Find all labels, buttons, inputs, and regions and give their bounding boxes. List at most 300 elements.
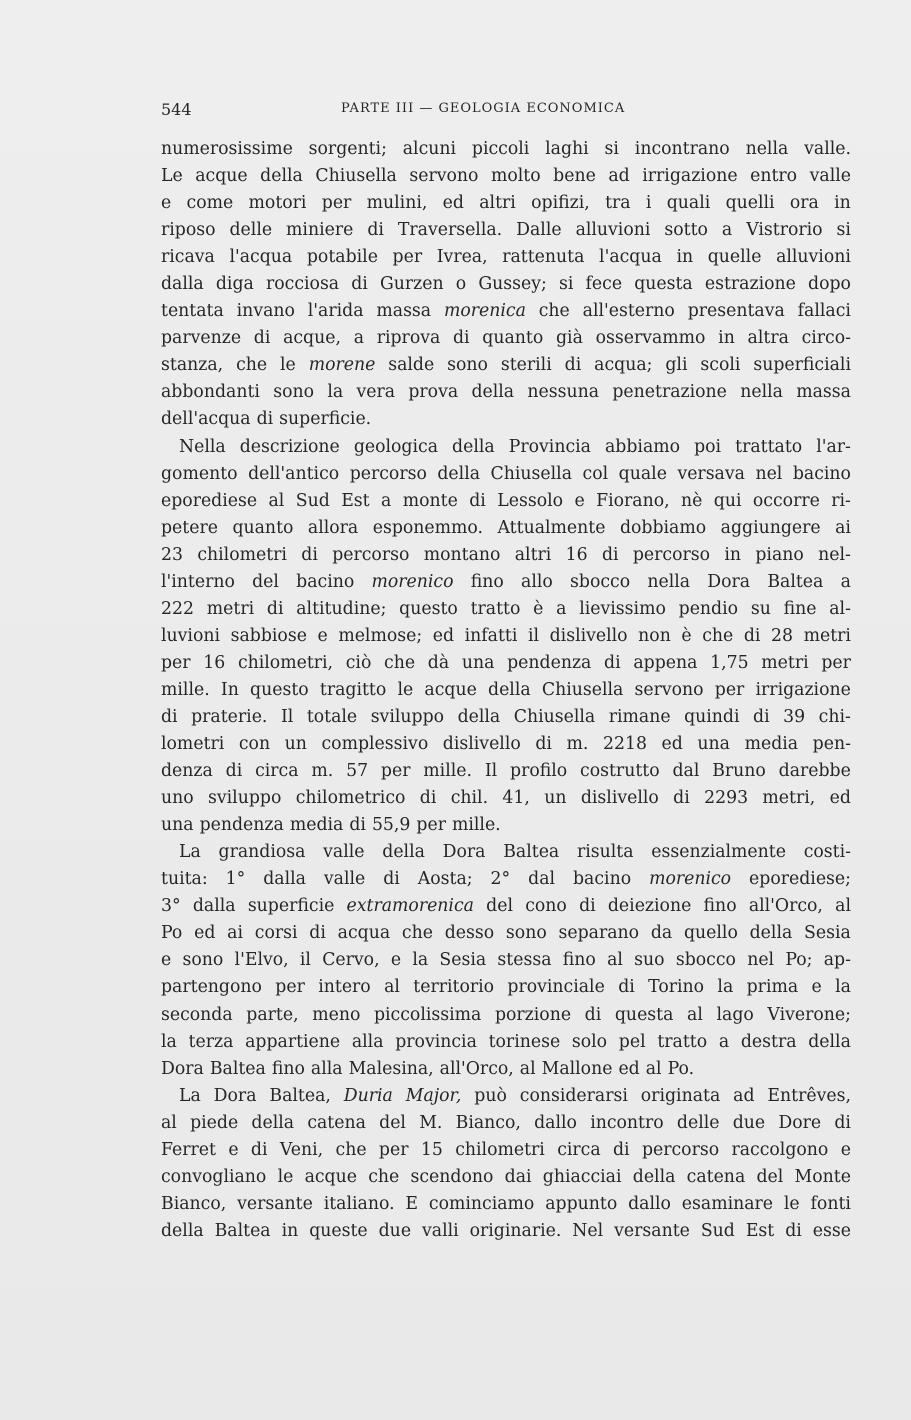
word: Bianco,: [161, 1193, 227, 1214]
word: 57: [346, 761, 369, 782]
word: Gurzen: [379, 274, 444, 295]
word: osservammo: [595, 328, 706, 349]
text-line: [161, 1218, 851, 1245]
word: irrigazione: [755, 679, 851, 700]
word: prima: [746, 977, 799, 998]
word: fece: [585, 274, 623, 295]
word: al: [607, 950, 623, 971]
word: che: [702, 625, 734, 646]
word: di: [301, 544, 318, 565]
word: 1,75: [710, 652, 749, 673]
text-line: [161, 596, 851, 623]
word: Duria: [343, 1085, 393, 1106]
text-line: [161, 1083, 851, 1110]
word: Sud: [700, 1220, 735, 1241]
word: sabbiose: [230, 625, 307, 646]
word: al: [835, 896, 851, 917]
word: in: [724, 544, 742, 565]
word: a: [556, 598, 567, 619]
text-line: [161, 217, 851, 244]
word: fallaci: [797, 301, 851, 322]
word: l'acqua: [229, 247, 293, 268]
word: terza: [188, 1031, 234, 1052]
word: invano: [236, 301, 295, 322]
page-header: [161, 100, 851, 122]
word: 23: [161, 544, 183, 565]
word: della: [632, 1166, 676, 1187]
paragraph: [161, 434, 851, 840]
word: qui: [713, 490, 742, 511]
word: raccolgono: [731, 1139, 829, 1160]
word: in: [718, 328, 735, 349]
text-line: [161, 190, 851, 217]
word: e: [228, 1139, 239, 1160]
word: si: [836, 220, 851, 241]
word: nella: [745, 139, 789, 159]
text-line: [161, 434, 851, 461]
word: Dora: [442, 842, 486, 863]
word: piccoli: [471, 139, 530, 159]
text-line: [161, 1191, 851, 1218]
word: sono: [273, 382, 315, 403]
word: ed: [194, 923, 216, 944]
word: nella: [647, 571, 691, 592]
word: dal: [528, 869, 556, 890]
word: Bruno: [712, 761, 766, 782]
word: di: [743, 625, 761, 646]
word: acqua;: [594, 355, 653, 376]
word: Aosta;: [417, 869, 473, 890]
word: una: [161, 815, 194, 836]
word: la: [161, 1031, 177, 1052]
word: per: [161, 652, 191, 673]
word: all'Orco,: [748, 896, 823, 917]
word: che: [368, 1166, 400, 1187]
word: come: [186, 193, 234, 214]
word: questo: [399, 598, 458, 619]
word: Malesina,: [348, 1058, 434, 1079]
word: e: [161, 950, 172, 971]
word: 2293: [704, 788, 749, 809]
word: Chiusella: [541, 679, 624, 700]
word: per: [821, 652, 851, 673]
word: dal: [672, 761, 700, 782]
word: al: [519, 1058, 536, 1079]
word: ed: [829, 788, 851, 809]
word: risulta: [576, 842, 634, 863]
word: Traversella.: [397, 220, 503, 241]
text-line: [161, 974, 851, 1001]
word: al: [645, 1058, 662, 1079]
word: suo: [634, 950, 665, 971]
word: della: [808, 1031, 851, 1052]
page-number: 544: [161, 100, 192, 119]
text-line: [161, 947, 851, 974]
word: dallo: [534, 1112, 577, 1133]
word: della: [452, 436, 495, 457]
word: rimane: [608, 706, 671, 727]
text-line: [161, 677, 851, 704]
word: dalla: [263, 869, 306, 890]
word: a: [381, 490, 392, 511]
word: fino: [470, 571, 504, 592]
word: Dalle: [516, 220, 562, 241]
word: percorso: [641, 1139, 720, 1160]
text-line: [161, 1056, 851, 1083]
word: versante: [614, 1220, 690, 1241]
word: per: [416, 815, 446, 836]
word: tragitto: [319, 679, 387, 700]
word: sterili: [500, 355, 552, 376]
word: 2218: [602, 734, 647, 755]
word: a: [353, 328, 364, 349]
word: Baltea: [209, 1058, 266, 1079]
word: a: [840, 571, 851, 592]
word: del: [486, 896, 513, 917]
word: La: [179, 842, 201, 863]
text-line: [161, 542, 851, 569]
word: questa: [614, 1004, 674, 1025]
word: un: [284, 734, 307, 755]
word: praterie.: [191, 706, 268, 727]
text-line: [161, 1137, 851, 1164]
word: Viverone;: [767, 1004, 851, 1025]
word: originata: [640, 1085, 721, 1106]
word: ad: [733, 1085, 755, 1106]
text-line: [161, 515, 851, 542]
word: ora: [789, 193, 819, 214]
word: in: [676, 247, 694, 268]
word: chi-: [818, 706, 851, 727]
word: lievissimo: [579, 598, 666, 619]
word: 222: [161, 598, 194, 619]
word: morenico: [649, 869, 732, 890]
word: nel-: [818, 544, 851, 565]
word: sorgenti;: [308, 139, 387, 159]
word: irrigazione: [642, 166, 738, 187]
word: incontrano: [634, 139, 730, 159]
word: gli: [665, 355, 688, 376]
word: montano: [423, 544, 501, 565]
word: 1°: [225, 869, 246, 890]
word: petere: [161, 517, 218, 538]
word: di: [453, 328, 470, 349]
text-line: [161, 379, 851, 406]
word: a: [718, 1031, 730, 1052]
word: torinese: [488, 1031, 561, 1052]
word: scendono: [410, 1166, 494, 1187]
word: eporediese;: [749, 869, 851, 890]
word: Gussey;: [478, 274, 547, 295]
text-line: [161, 650, 851, 677]
word: dalla: [192, 896, 236, 917]
word: al: [687, 1004, 703, 1025]
word: fino: [562, 950, 596, 971]
word: della: [251, 1112, 295, 1133]
paragraph: [161, 839, 851, 1082]
word: allo: [521, 571, 553, 592]
word: cono: [525, 896, 567, 917]
word: abbondanti: [161, 382, 260, 403]
word: massa: [376, 301, 432, 322]
word: mille.: [423, 761, 472, 782]
word: all'esterno: [582, 301, 675, 322]
paragraph: [161, 1083, 851, 1245]
word: Il: [484, 761, 498, 782]
word: Nella: [179, 436, 226, 457]
word: pendio: [678, 598, 739, 619]
word: col: [582, 463, 609, 484]
word: media: [744, 734, 799, 755]
word: nessuna: [527, 382, 600, 403]
word: della: [457, 706, 501, 727]
word: ri-: [831, 490, 851, 511]
word: quali: [666, 193, 711, 214]
word: catena: [686, 1166, 746, 1187]
word: massa: [796, 382, 851, 403]
word: due: [732, 1112, 766, 1133]
word: e: [317, 625, 328, 646]
word: pendenza: [507, 652, 592, 673]
running-head: PARTE III — GEOLOGIA ECONOMICA: [341, 101, 626, 116]
word: aggiungere: [720, 517, 821, 538]
word: uno: [161, 788, 194, 809]
word: M.: [419, 1112, 443, 1133]
word: alcuni: [402, 139, 457, 159]
word: fonti: [810, 1193, 851, 1214]
word: scoli: [700, 355, 741, 376]
word: di: [250, 1139, 268, 1160]
word: vera: [356, 382, 396, 403]
word: di: [613, 1139, 630, 1160]
word: si: [604, 139, 619, 159]
word: è: [681, 625, 692, 646]
word: Vistrorio: [746, 220, 823, 241]
word: essenzialmente: [651, 842, 786, 863]
word: Po;: [785, 950, 813, 971]
word: che: [538, 301, 570, 322]
word: morenica: [443, 301, 526, 322]
word: ap-: [823, 950, 851, 971]
word: media: [289, 815, 344, 836]
word: piano: [755, 544, 804, 565]
word: poi: [694, 436, 722, 457]
word: l'Elvo,: [234, 950, 289, 971]
word: provincia: [395, 1031, 477, 1052]
word: dislivello: [580, 788, 659, 809]
word: ed: [661, 734, 683, 755]
text-line: [161, 406, 851, 433]
word: l'ar-: [816, 436, 851, 457]
word: chilometrico: [295, 788, 406, 809]
word: il: [299, 950, 311, 971]
word: sotto: [664, 220, 708, 241]
word: rattenuta: [502, 247, 585, 268]
word: quanto: [232, 517, 294, 538]
word: una: [697, 734, 730, 755]
word: La: [179, 1085, 201, 1106]
word: quanto: [482, 328, 544, 349]
word: monte: [402, 490, 458, 511]
word: parte,: [246, 1004, 299, 1025]
word: nè: [681, 490, 703, 511]
word: al-: [829, 598, 851, 619]
word: profilo: [510, 761, 568, 782]
word: Po: [161, 923, 183, 944]
word: pel: [618, 1031, 646, 1052]
word: m.: [311, 761, 334, 782]
word: Il: [280, 706, 294, 727]
word: Lessolo: [497, 490, 564, 511]
word: darebbe: [778, 761, 851, 782]
word: di: [161, 706, 178, 727]
word: corsi: [254, 923, 298, 944]
word: Fiorano,: [596, 490, 670, 511]
word: acque: [304, 1166, 357, 1187]
word: altitudine;: [296, 598, 387, 619]
word: desso: [444, 923, 495, 944]
word: l'acqua: [599, 247, 662, 268]
word: incontro: [590, 1112, 664, 1133]
word: 3°: [161, 896, 181, 917]
word: altri: [514, 544, 552, 565]
word: per: [321, 193, 352, 214]
word: di: [256, 409, 274, 430]
word: di: [753, 706, 770, 727]
text-line: [161, 812, 851, 839]
word: esse: [812, 1220, 851, 1241]
word: per: [378, 1139, 409, 1160]
text-line: [161, 785, 851, 812]
word: ai: [227, 923, 244, 944]
word: questa: [634, 274, 693, 295]
word: salde: [388, 355, 435, 376]
word: Sesia: [804, 923, 851, 944]
word: o: [455, 274, 467, 295]
word: all'Orco,: [439, 1058, 514, 1079]
word: In: [220, 679, 239, 700]
word: eporediese: [161, 490, 258, 511]
word: mille.: [161, 679, 210, 700]
word: superficiali: [753, 355, 851, 376]
word: che: [335, 1139, 367, 1160]
word: geologica: [353, 436, 439, 457]
word: altri: [479, 193, 516, 214]
word: sono: [182, 950, 224, 971]
word: considerarsi: [519, 1085, 628, 1106]
word: quale: [618, 463, 667, 484]
word: valli: [422, 1220, 459, 1241]
word: chil.: [450, 788, 489, 809]
word: alluvioni: [776, 247, 851, 268]
word: per: [714, 679, 745, 700]
word: costi-: [803, 842, 851, 863]
word: valle: [323, 842, 365, 863]
word: bacino: [573, 869, 632, 890]
word: ad: [608, 166, 630, 187]
word: si: [558, 274, 574, 295]
word: bacino: [792, 463, 851, 484]
word: abbiamo: [605, 436, 681, 457]
word: dell'acqua: [161, 409, 251, 430]
word: della: [437, 463, 481, 484]
word: quelle: [707, 247, 762, 268]
word: valle: [323, 869, 366, 890]
word: denza: [161, 761, 213, 782]
word: dell'antico: [248, 463, 340, 484]
word: tratto: [470, 598, 521, 619]
word: Bianco,: [455, 1112, 521, 1133]
word: piede: [190, 1112, 239, 1133]
text-line: [161, 623, 851, 650]
word: per: [275, 977, 305, 998]
word: dobbiamo: [619, 517, 707, 538]
word: alla: [351, 1031, 384, 1052]
word: deiezione: [607, 896, 692, 917]
word: di: [266, 598, 284, 619]
word: tratto: [657, 1031, 708, 1052]
text-line: [161, 839, 851, 866]
word: morene: [308, 355, 376, 376]
word: il: [527, 625, 540, 646]
word: valle: [809, 166, 851, 187]
word: Chiusella: [513, 706, 596, 727]
word: mille.: [451, 815, 501, 836]
word: delle: [676, 1112, 720, 1133]
word: Chiusella: [490, 463, 573, 484]
word: le: [783, 1193, 800, 1214]
word: seconda: [161, 1004, 233, 1025]
word: bacino: [296, 571, 355, 592]
word: già: [555, 328, 583, 349]
word: diga: [215, 274, 254, 295]
word: che: [384, 652, 416, 673]
word: gomento: [161, 463, 238, 484]
text-line: [161, 136, 851, 163]
word: Baltea: [503, 842, 560, 863]
word: di: [604, 652, 621, 673]
word: ciò: [345, 652, 372, 673]
text-line: [161, 325, 851, 352]
word: rocciosa: [265, 274, 340, 295]
word: occorre: [752, 490, 820, 511]
word: di: [351, 274, 368, 295]
word: esponemmo.: [372, 517, 484, 538]
word: dai: [504, 1166, 532, 1187]
word: della: [260, 166, 303, 187]
word: di: [564, 355, 582, 376]
text-line: [161, 271, 851, 298]
word: la: [327, 382, 344, 403]
word: catena: [307, 1112, 366, 1133]
word: acque,: [283, 328, 341, 349]
word: di: [367, 220, 384, 241]
word: Nel: [572, 1220, 604, 1241]
word: chilometri: [455, 1139, 545, 1160]
word: delle: [229, 220, 273, 241]
word: di: [834, 1112, 851, 1133]
word: dopo: [808, 274, 851, 295]
word: Provincia: [508, 436, 591, 457]
word: della: [749, 923, 793, 944]
word: 16: [565, 544, 588, 565]
word: Ivrea,: [436, 247, 488, 268]
text-line: [161, 488, 851, 515]
word: chilometri: [197, 544, 287, 565]
text-line: [161, 163, 851, 190]
word: 28: [771, 625, 794, 646]
word: su: [750, 598, 771, 619]
